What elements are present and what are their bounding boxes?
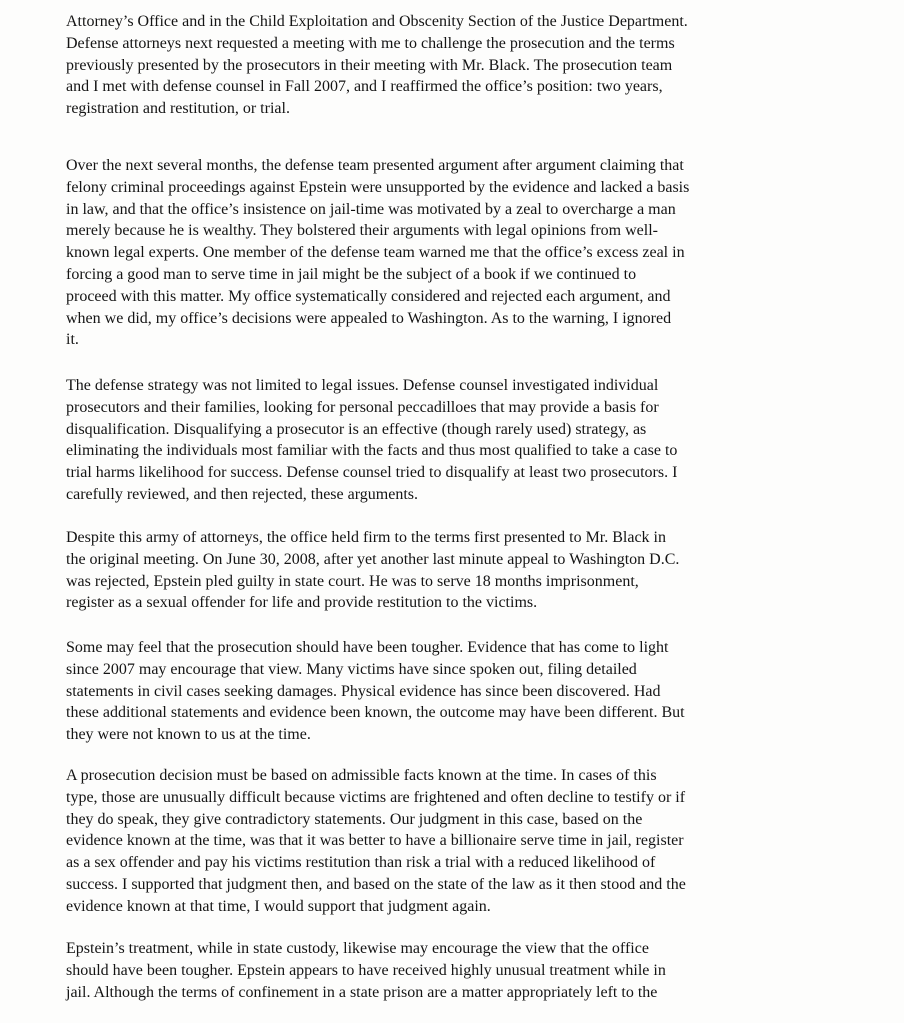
text-line: evidence known at that time, I would support that judgment again.: [66, 897, 491, 915]
text-line: the original meeting. On June 30, 2008, after yet another last minute appeal to Washington D.C.: [66, 550, 680, 568]
text-line: should have been tougher. Epstein appears to have received highly unusual treatment while in: [66, 961, 666, 979]
text-line: jail. Although the terms of confinement in a state prison are a matter appropriately left to the: [66, 983, 658, 1001]
text-line: statements in civil cases seeking damages. Physical evidence has since been discovered. Had: [66, 682, 661, 700]
paragraph-4: [66, 527, 836, 614]
paragraph-2: [66, 155, 836, 351]
text-line: evidence known at the time, was that it was better to have a billionaire serve time in jail, register: [66, 832, 684, 850]
text-line: merely because he is wealthy. They bolstered their arguments with legal opinions from well-: [66, 222, 658, 240]
text-line: Despite this army of attorneys, the office held firm to the terms first presented to Mr. Black in: [66, 529, 666, 546]
paragraph-6: [66, 765, 836, 918]
text-line: forcing a good man to serve time in jail might be the subject of a book if we continued to: [66, 265, 637, 283]
text-line: registration and restitution, or trial.: [66, 100, 290, 118]
paragraph-3: [66, 375, 836, 506]
text-line: proceed with this matter. My office systematically considered and rejected each argument, and: [66, 287, 671, 305]
text-line: in law, and that the office’s insistence on jail-time was motivated by a zeal to overcharge a man: [66, 200, 676, 218]
text-line: carefully reviewed, and then rejected, these arguments.: [66, 485, 418, 503]
paragraph-5: [66, 637, 836, 746]
text-line: Some may feel that the prosecution should have been tougher. Evidence that has come to light: [66, 639, 669, 656]
text-line: disqualification. Disqualifying a prosecutor is an effective (though rarely used) strategy, as: [66, 420, 647, 438]
text-line: previously presented by the prosecutors in their meeting with Mr. Black. The prosecution team: [66, 56, 673, 74]
text-line: they do speak, they give contradictory statements. Our judgment in this case, based on the: [66, 810, 643, 828]
text-line: since 2007 may encourage that view. Many victims have since spoken out, filing detailed: [66, 660, 637, 678]
text-line: success. I supported that judgment then, and based on the state of the law as it then stood and the: [66, 875, 686, 893]
text-line: it.: [66, 331, 79, 349]
text-line: Epstein’s treatment, while in state custody, likewise may encourage the view that the office: [66, 940, 649, 957]
text-line: when we did, my office’s decisions were appealed to Washington. As to the warning, I ignored: [66, 309, 672, 327]
text-line: these additional statements and evidence been known, the outcome may have been different. But: [66, 704, 685, 722]
text-line: The defense strategy was not limited to legal issues. Defense counsel investigated individual: [66, 377, 659, 394]
text-line: prosecutors and their families, looking for personal peccadilloes that may provide a basis for: [66, 398, 659, 416]
text-line: known legal experts. One member of the defense team warned me that the office’s excess zeal in: [66, 244, 685, 262]
text-line: trial harms likelihood for success. Defense counsel tried to disqualify at least two prosecutors. I: [66, 464, 678, 482]
text-line: and I met with defense counsel in Fall 2007, and I reaffirmed the office’s position: two years,: [66, 78, 663, 96]
text-line: eliminating the individuals most familiar with the facts and thus most qualified to take a case to: [66, 442, 678, 460]
text-line: felony criminal proceedings against Epstein were unsupported by the evidence and lacked a basis: [66, 178, 690, 196]
text-line: they were not known to us at the time.: [66, 726, 311, 744]
text-line: A prosecution decision must be based on admissible facts known at the time. In cases of this: [66, 767, 657, 784]
paragraph-7: [66, 938, 836, 1003]
text-line: as a sex offender and pay his victims restitution than risk a trial with a reduced likelihood of: [66, 854, 656, 872]
text-line: was rejected, Epstein pled guilty in state court. He was to serve 18 months imprisonment,: [66, 572, 639, 590]
text-line: Defense attorneys next requested a meeting with me to challenge the prosecution and the terms: [66, 34, 675, 52]
text-line: type, those are unusually difficult because victims are frightened and often decline to testify or if: [66, 788, 686, 806]
text-line: Attorney’s Office and in the Child Exploitation and Obscenity Section of the Justice Department.: [66, 13, 688, 30]
text-line: Over the next several months, the defense team presented argument after argument claiming that: [66, 157, 684, 174]
text-line: register as a sexual offender for life and provide restitution to the victims.: [66, 594, 538, 612]
paragraph-1: [66, 11, 836, 120]
